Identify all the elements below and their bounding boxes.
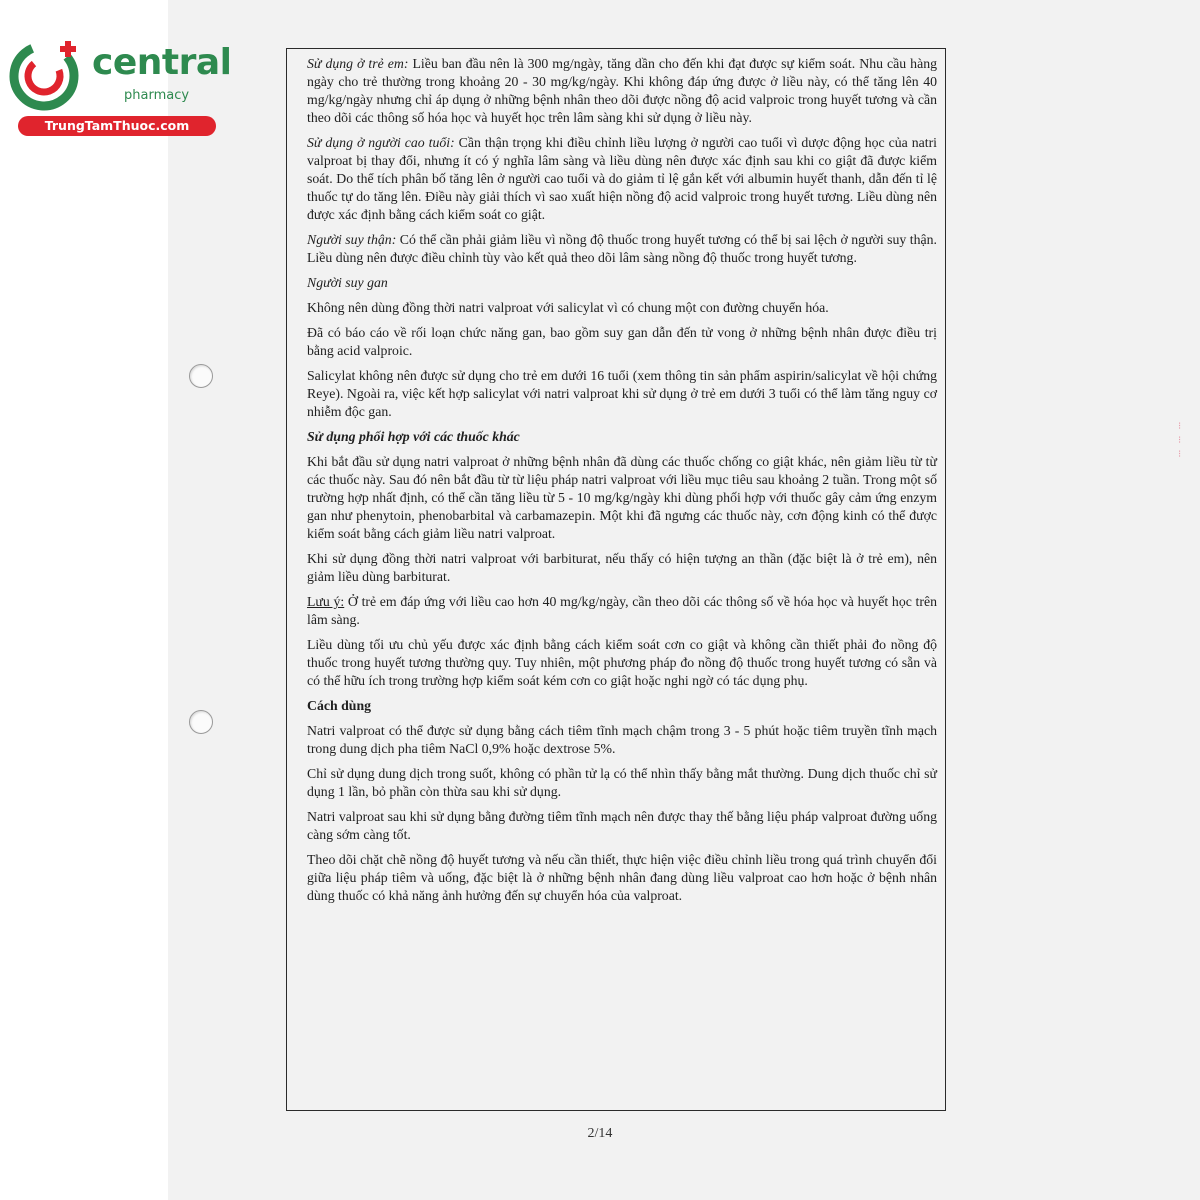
brand-subtitle: pharmacy [124,88,190,103]
paragraph-text: Có thể cần phải giảm liều vì nồng độ thuốc trong huyết tương có thể bị sai lệch ở người suy thận. Liều dùng nên được điều chỉnh tùy vào kết quả theo dõi lâm sàng nồng độ thuốc trong huyết tương. [307,232,937,265]
paragraph-text: Ở trẻ em đáp ứng với liều cao hơn 40 mg/kg/ngày, cần theo dõi các thông số về hóa học và huyết học trên lâm sàng. [307,594,937,627]
note-label: Lưu ý: [307,594,345,609]
paragraph-text: Liều ban đầu nên là 300 mg/ngày, tăng dần cho đến khi đạt được sự kiểm soát. Nhu cầu hàng ngày cho trẻ thường trong khoảng 20 - 30 mg/kg/ngày. Khi không đáp ứng được ở liều này, có thể tăng lên 40 mg/kg/ngày nhưng chỉ áp dụng ở những bệnh nhân theo dõi được nồng độ acid valproic trong huyết tương và cần theo dõi các thông số hóa học và huyết học trên lâm sàng khi sử dụng ở liều này. [307,56,937,125]
paragraph-note [307,593,937,629]
punch-hole [189,710,213,734]
paragraph-text: Cần thận trọng khi điều chỉnh liều lượng ở người cao tuổi vì dược động học của natri valproat bị thay đổi, nhưng ít có ý nghĩa lâm sàng và liều dùng nên được xác định sau khi co giật đã được kiểm soát. Do thể tích phân bố tăng lên ở người cao tuổi và do giảm tỉ lệ gắn kết với albumin huyết thanh, dẫn đến tỉ lệ thuốc tự do tăng lên. Điều này giải thích vì sao xuất hiện nồng độ acid valproic trong huyết tương. Liều dùng nên được xác định bằng cách kiểm soát co giật. [307,135,937,222]
heading-administration: Cách dùng [307,698,372,713]
pharmacy-cross-icon [8,36,88,116]
paragraph: Khi bắt đầu sử dụng natri valproat ở những bệnh nhân đã dùng các thuốc chống co giật khác, nên giảm liều từ từ các thuốc này. Sau đó nên bắt đầu từ từ liệu pháp natri valproat với liều mục tiêu sau khoảng 2 tuần. Trong một số trường hợp nhất định, có thể cần tăng liều từ 5 - 10 mg/kg/ngày khi dùng phối hợp với thuốc gây cảm ứng enzym gan như phenytoin, phenobarbital và carbamazepin. Một khi đã ngưng các thuốc này, cơn động kinh có thể được kiểm soát bằng cách giảm liều natri valproat. [307,454,937,541]
paragraph-lead: Sử dụng ở trẻ em: [307,56,409,71]
margin-marks: ⁝ ⁝ ⁝ [1178,421,1182,460]
paragraph-elderly-dosage [307,134,937,224]
paragraph: Salicylat không nên được sử dụng cho trẻ em dưới 16 tuổi (xem thông tin sản phẩm aspirin/salicylat về hội chứng Reye). Ngoài ra, việc kết hợp salicylat với natri valproat khi sử dụng ở trẻ em dưới 3 tuổi có thể làm tăng nguy cơ nhiễm độc gan. [307,368,937,419]
paragraph: Natri valproat sau khi sử dụng bằng đường tiêm tĩnh mạch nên được thay thế bằng liệu pháp valproat đường uống càng sớm càng tốt. [307,809,937,842]
paragraph: Đã có báo cáo về rối loạn chức năng gan, bao gồm suy gan dẫn đến tử vong ở những bệnh nhân được điều trị bằng acid valproic. [307,325,937,358]
paragraph-lead: Người suy thận: [307,232,397,247]
heading-combination: Sử dụng phối hợp với các thuốc khác [307,429,520,444]
paragraph: Natri valproat có thể được sử dụng bằng cách tiêm tĩnh mạch chậm trong 3 - 5 phút hoặc tiêm truyền tĩnh mạch trong dung dịch pha tiêm NaCl 0,9% hoặc dextrose 5%. [307,723,937,756]
paragraph-renal [307,231,937,267]
paragraph: Liều dùng tối ưu chủ yếu được xác định bằng cách kiểm soát cơn co giật và không cần thiết phải đo nồng độ thuốc trong huyết tương thường quy. Tuy nhiên, một phương pháp đo nồng độ thuốc trong huyết tương có sẵn và có thể hữu ích trong trường hợp kiểm soát kém cơn co giật hoặc nghi ngờ có tác dụng phụ. [307,637,937,688]
brand-name: central [92,42,232,83]
paragraph-lead: Sử dụng ở người cao tuổi: [307,135,455,150]
website-banner[interactable]: TrungTamThuoc.com [18,116,216,136]
paragraph-children-dosage [307,55,937,127]
central-pharmacy-logo[interactable] [8,36,232,142]
punch-hole [189,364,213,388]
paragraph: Theo dõi chặt chẽ nồng độ huyết tương và nếu cần thiết, thực hiện việc điều chỉnh liều trong quá trình chuyển đổi giữa liệu pháp tiêm và uống, đặc biệt là ở những bệnh nhân đang dùng liều valproat cao hơn hoặc ở bệnh nhân dùng thuốc có khả năng ảnh hưởng đến sự chuyển hóa của valproat. [307,852,937,903]
paragraph: Không nên dùng đồng thời natri valproat với salicylat vì có chung một con đường chuyển hóa. [307,300,829,315]
paragraph: Khi sử dụng đồng thời natri valproat với barbiturat, nếu thấy có hiện tượng an thần (đặc biệt là ở trẻ em), nên giảm liều dùng barbiturat. [307,551,937,584]
paragraph: Chỉ sử dụng dung dịch trong suốt, không có phần tử lạ có thể nhìn thấy bằng mắt thường. Dung dịch thuốc chỉ sử dụng 1 lần, bỏ phần còn thừa sau khi sử dụng. [307,766,937,799]
page-number: 2/14 [587,1126,613,1141]
document-body [286,48,946,1111]
heading-hepatic: Người suy gan [307,275,388,290]
